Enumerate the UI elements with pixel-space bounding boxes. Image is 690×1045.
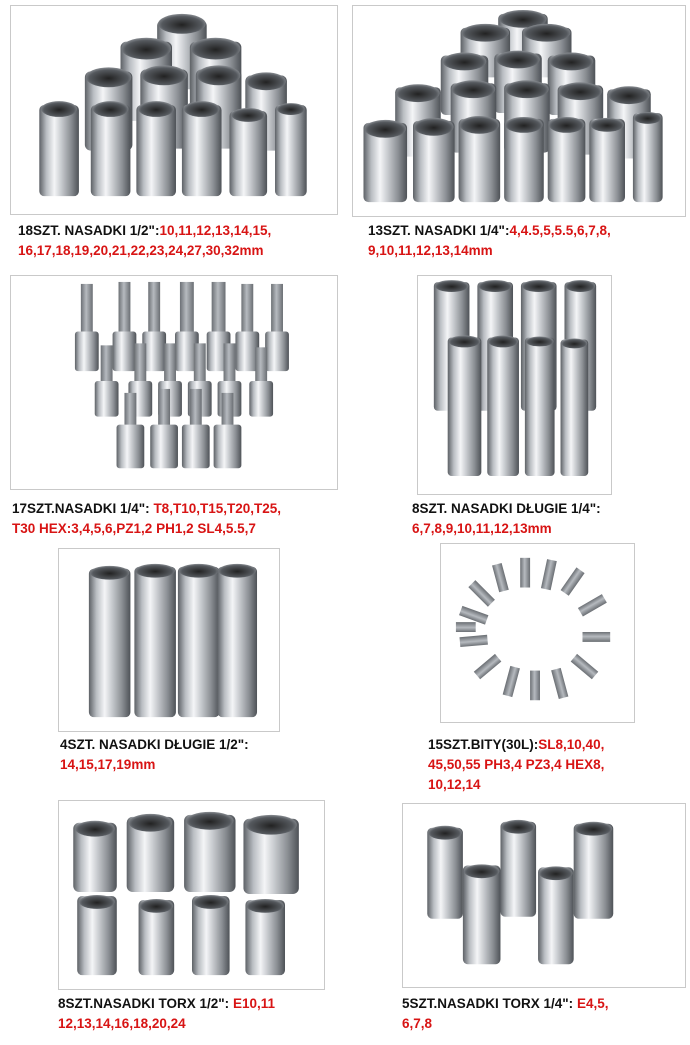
sockets-illustration (353, 6, 685, 216)
bit-sockets-illustration (11, 276, 337, 489)
long-socket-set-4-image (58, 548, 280, 732)
bits-illustration (441, 544, 634, 722)
long-sockets-illustration (59, 549, 279, 731)
caption-bit-socket-set-17: 17SZT.NASADKI 1/4": T8,T10,T15,T20,T25, T30 HEX:3,4,5,6,PZ1,2 PH1,2 SL4,5.5,7 (12, 501, 281, 536)
caption-bit-set-15: 15SZT.BITY(30L):SL8,10,40, 45,50,55 PH3,4 PZ3,4 HEX8, 10,12,14 (428, 737, 605, 792)
caption-torx-socket-set-5: 5SZT.NASADKI TORX 1/4": E4,5, 6,7,8 (402, 996, 609, 1031)
caption-long-socket-set-8: 8SZT. NASADKI DŁUGIE 1/4": 6,7,8,9,10,11,12,13mm (412, 501, 601, 536)
caption-socket-set-13: 13SZT. NASADKI 1/4":4,4.5,5,5.5,6,7,8, 9,10,11,12,13,14mm (368, 223, 611, 258)
sockets-illustration (11, 6, 337, 214)
caption-long-socket-set-4: 4SZT. NASADKI DŁUGIE 1/2": 14,15,17,19mm (60, 737, 249, 772)
torx-socket-set-5-image (402, 803, 686, 988)
torx-socket-set-8-image (58, 800, 325, 990)
socket-set-18-image (10, 5, 338, 215)
caption-socket-set-18: 18SZT. NASADKI 1/2":10,11,12,13,14,15, 16,17,18,19,20,21,22,23,24,27,30,32mm (18, 223, 272, 258)
caption-torx-socket-set-8: 8SZT.NASADKI TORX 1/2": E10,11 12,13,14,16,18,20,24 (58, 996, 275, 1031)
long-socket-set-8-image (417, 275, 612, 495)
long-sockets-illustration (418, 276, 611, 494)
bit-socket-set-17-image (10, 275, 338, 490)
socket-set-13-image (352, 5, 686, 217)
bit-set-15-image (440, 543, 635, 723)
torx-sockets-illustration (59, 801, 324, 989)
torx-sockets-illustration (403, 804, 685, 987)
